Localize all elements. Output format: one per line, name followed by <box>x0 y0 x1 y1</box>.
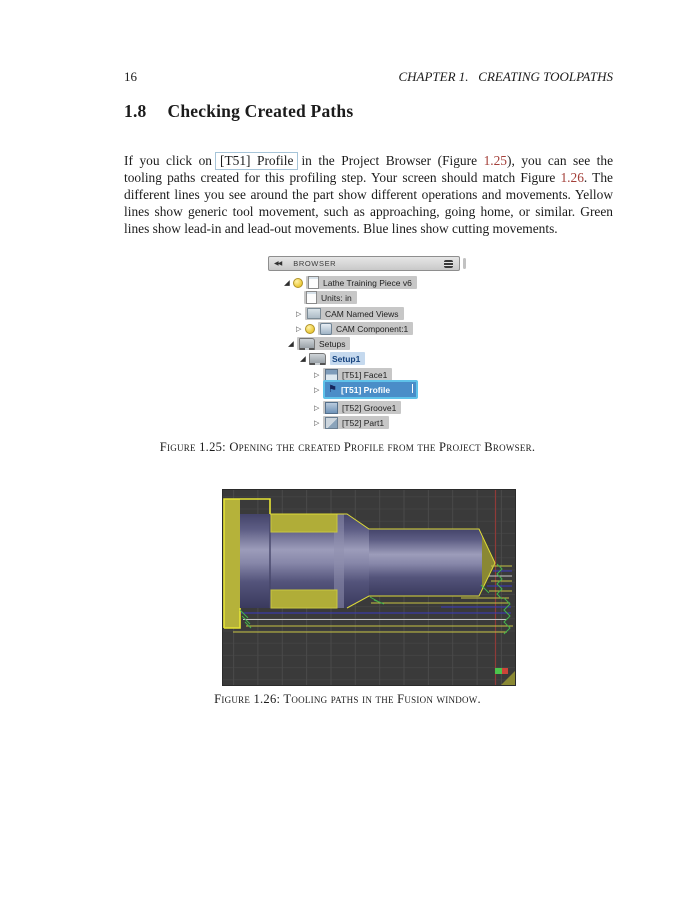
figure-1-25-browser-screenshot <box>268 256 468 430</box>
tree-label: Lathe Training Piece v6 <box>323 277 412 288</box>
tree-row-setups <box>288 336 350 351</box>
tree-row-profile-selected <box>314 381 418 398</box>
collapsed-arrow-icon: ▷ <box>314 418 320 427</box>
chapter-header: CHAPTER 1. CREATING TOOLPATHS <box>398 69 613 84</box>
tree-row-named-views <box>296 306 404 321</box>
rename-cursor <box>412 384 414 393</box>
named-views-folder-icon <box>307 308 321 319</box>
tree-label: [T52] Groove1 <box>342 402 397 413</box>
part-chamfer <box>347 514 369 608</box>
body-paragraph <box>124 153 613 238</box>
browser-panel-title: BROWSER <box>293 259 337 268</box>
collapsed-arrow-icon: ▷ <box>296 309 302 318</box>
part-operation-icon <box>325 417 338 429</box>
tree-row-part1 <box>314 415 389 430</box>
component-icon <box>320 323 332 335</box>
section-title: Checking Created Paths <box>167 101 354 121</box>
tree-label: [T51] Profile <box>340 384 391 395</box>
cad-canvas <box>223 490 515 685</box>
stock-top-block <box>271 514 337 532</box>
tree-label: Setup1 <box>332 353 361 364</box>
collapse-panel-icon: ◀◀ <box>274 261 282 267</box>
tree-row-cam-component <box>296 321 413 336</box>
figure-1-26-caption: Figure 1.26: Tooling paths in the Fusion window. <box>214 692 481 706</box>
running-head <box>124 69 613 85</box>
paragraph-text: . The different lines you see around the part show different operations and movements. Yellow lines show generic tool movement, such as approaching, going home, or similar. Green lines show lead-in and lead-out movements. Blue lines show cutting movements. <box>124 170 613 237</box>
panel-grip <box>463 258 466 269</box>
units-doc-icon <box>306 291 317 304</box>
collapsed-arrow-icon: ▷ <box>314 370 320 379</box>
section-number: 1.8 <box>124 101 147 121</box>
page-number: 16 <box>124 69 137 84</box>
tree-label: CAM Named Views <box>325 308 399 319</box>
tree-label: [T52] Part1 <box>342 417 385 428</box>
tree-label: Setups <box>319 338 346 349</box>
figure-ref-1-26[interactable]: 1.26 <box>560 170 584 186</box>
tree-label: [T51] Face1 <box>342 369 388 380</box>
selected-profile-row <box>323 380 418 399</box>
figure-ref-1-25[interactable]: 1.25 <box>483 153 507 169</box>
paragraph-text: ), you can see the tooling paths created for this profiling step. Your screen should match Figure <box>124 153 614 186</box>
profile-flag-icon: ⚑ <box>328 383 337 395</box>
inline-profile-box: [T51] Profile <box>215 152 298 170</box>
expanded-arrow-icon: ◢ <box>288 339 294 348</box>
tool-marker-red <box>502 668 508 674</box>
section-heading <box>124 101 353 122</box>
visibility-bulb-icon <box>293 278 303 288</box>
expanded-arrow-icon: ◢ <box>300 354 306 363</box>
document-icon <box>308 276 319 289</box>
browser-panel-header <box>268 256 460 271</box>
paragraph-text: If you click on <box>124 153 212 169</box>
setup-icon <box>309 353 326 365</box>
collapsed-arrow-icon: ▷ <box>296 324 302 333</box>
part-small-section <box>369 529 479 596</box>
tree-row-root <box>284 275 417 290</box>
visibility-bulb-icon <box>305 324 315 334</box>
face-operation-icon <box>325 369 338 381</box>
tree-label: Units: in <box>321 292 352 303</box>
tree-row-units <box>304 290 357 305</box>
setups-folder-icon <box>299 338 315 350</box>
expanded-arrow-icon: ◢ <box>284 278 290 287</box>
groove-operation-icon <box>325 402 338 414</box>
tree-label: CAM Component:1 <box>336 323 409 334</box>
stock-chuck-block <box>224 499 240 628</box>
stock-bottom-block <box>271 590 337 608</box>
tree-row-groove1 <box>314 400 401 415</box>
collapsed-arrow-icon: ▷ <box>314 385 320 394</box>
paragraph-text: in the Project Browser (Figure <box>301 153 484 169</box>
tree-row-setup1 <box>300 351 365 366</box>
collapsed-arrow-icon: ▷ <box>314 403 320 412</box>
figure-1-26-cad-screenshot <box>222 489 516 686</box>
tool-marker-green <box>495 668 502 674</box>
figure-1-25-caption: Figure 1.25: Opening the created Profile from the Project Browser. <box>159 440 536 454</box>
panel-menu-icon <box>444 260 453 268</box>
